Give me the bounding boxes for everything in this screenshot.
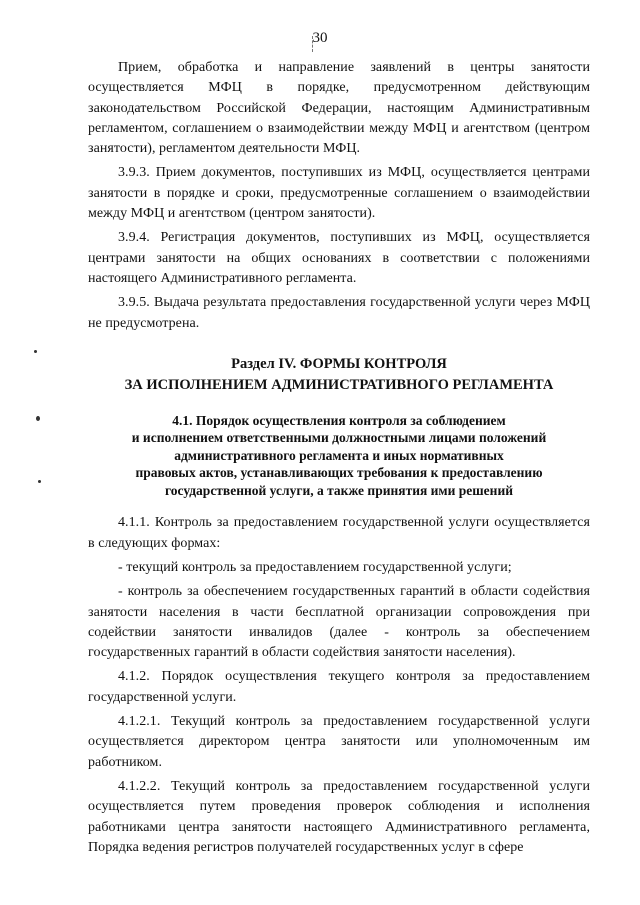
list-item-current-control: - текущий контроль за предоставлением государственной услуги; [118, 559, 512, 575]
subsection-heading-line: правовых актов, устанавливающих требования к предоставлению [135, 465, 543, 481]
scan-dot [36, 416, 40, 421]
page-number: 30 [312, 30, 328, 46]
paragraph-4-1-2-2: 4.1.2.2. Текущий контроль за предоставлением государственной услуги осуществляется путем проведения проверок соблюдения и исполнения работниками центра занятости настоящего Административного регламента, Порядка ведения регистров получателей государственных услуг в сфере [88, 778, 590, 855]
subsection-heading-line: 4.1. Порядок осуществления контроля за соблюдением [172, 412, 506, 428]
paragraph-4-1-1: 4.1.1. Контроль за предоставлением государственной услуги осуществляется в следующих формах: [88, 515, 590, 551]
paragraph-3-9-5: 3.9.5. Выдача результата предоставления государственной услуги через МФЦ не предусмотрена. [88, 295, 590, 331]
document-body [88, 58, 590, 862]
section-heading [88, 354, 590, 396]
subsection-heading-line: и исполнением ответственными должностными лицами положений [131, 430, 547, 446]
subsection-heading-line: административного регламента и иных нормативных [174, 447, 504, 463]
paragraph-3-9-4: 3.9.4. Регистрация документов, поступивших из МФЦ, осуществляется центрами занятости на общих основаниях в соответствии с положениями настоящего Административного регламента. [88, 230, 590, 286]
paragraph-3-9-3: 3.9.3. Прием документов, поступивших из МФЦ, осуществляется центрами занятости в порядке и сроки, предусмотренные соглашением о взаимодействии между МФЦ и агентством (центром занятости). [88, 165, 590, 222]
scan-dot [34, 350, 37, 353]
section-heading-line: ЗА ИСПОЛНЕНИЕМ АДМИНИСТРАТИВНОГО РЕГЛАМЕНТА [124, 376, 554, 393]
subsection-heading-line: государственной услуги, а также принятия ими решений [164, 482, 514, 498]
paragraph-4-1-2: 4.1.2. Порядок осуществления текущего контроля за предоставлением государственной услуги. [88, 669, 590, 705]
paragraph-4-1-2-1: 4.1.2.1. Текущий контроль за предоставлением государственной услуги осуществляется директором центра занятости или уполномоченным им работником. [88, 714, 590, 770]
section-heading-line: Раздел IV. ФОРМЫ КОНТРОЛЯ [231, 355, 447, 372]
paragraph-mfc-processing: Прием, обработка и направление заявлений в центры занятости осуществляется МФЦ в порядке, предусмотренном действующим законодательством Российской Федерации, настоящим Административным регламентом, соглашением о взаимодействии между МФЦ и агентством (центром занятости), регламентом деятельности МФЦ. [88, 60, 590, 157]
list-item-guarantees-control: - контроль за обеспечением государственных гарантий в области содействия занятости населения в части бесплатной организации сопровождения при содействии занятости инвалидов (далее - контроль за обеспечением государственных гарантий в области содействия занятости населения). [88, 584, 590, 661]
subsection-heading [88, 412, 590, 500]
scan-dot [38, 480, 41, 483]
